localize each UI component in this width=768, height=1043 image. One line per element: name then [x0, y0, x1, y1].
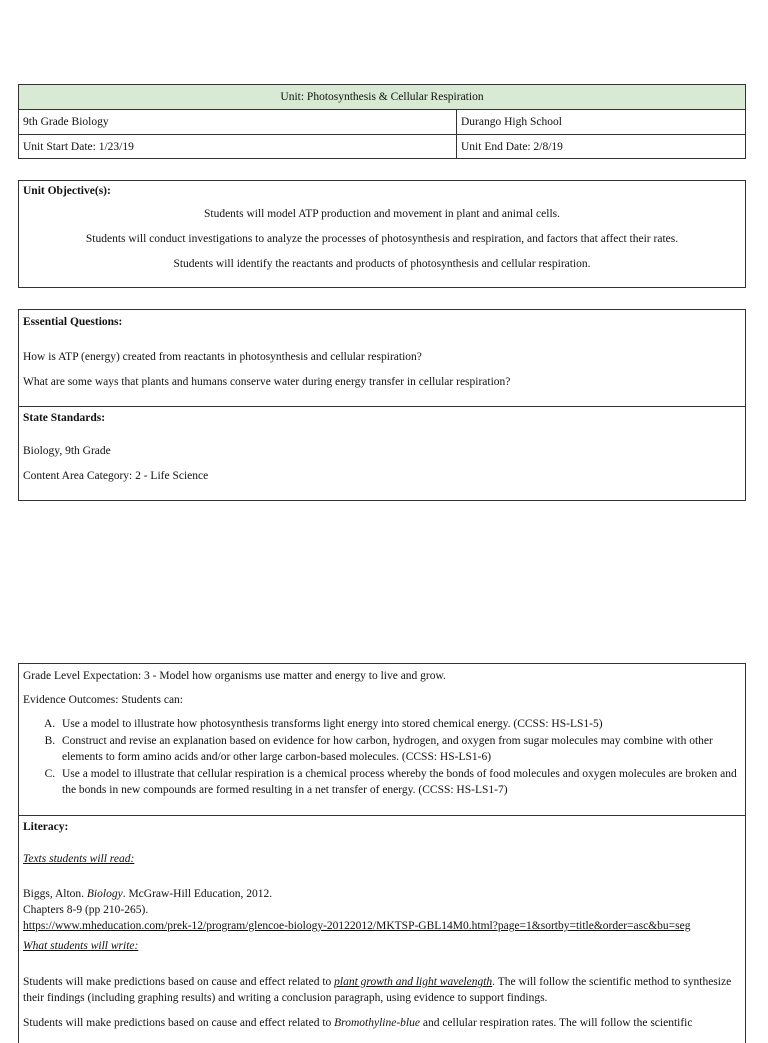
writing-task-text: Students will make predictions based on cause and effect related to — [23, 1017, 335, 1029]
writing-task-text: and cellular respiration rates. The will follow the scientific — [419, 1017, 693, 1029]
unit-start-date: Unit Start Date: 1/23/19 — [19, 135, 457, 159]
writing-task-topic: Bromothyline-blue — [334, 1017, 420, 1029]
school-name: Durango High School — [461, 116, 562, 128]
unit-header-table — [18, 84, 746, 159]
grade-level-expectation: Grade Level Expectation: 3 - Model how organisms use matter and energy to live and grow. — [23, 670, 446, 682]
text-citation — [23, 886, 737, 934]
course-row — [19, 110, 745, 135]
students-write-heading: What students will write: — [23, 940, 139, 952]
citation-title: Biology — [86, 888, 123, 900]
unit-objectives-box — [18, 180, 746, 288]
evidence-outcome-item: C. Use a model to illustrate that cellular respiration is a chemical process whereby the bonds of food molecules and oxygen molecules are broken and the bonds in new compounds are formed resulting in a net transfer of energy. (CCSS: HS-LS1-7) — [58, 766, 737, 799]
objective-item: Students will identify the reactants and products of photosynthesis and cellular respiration. — [173, 258, 591, 270]
citation-publisher: . McGraw-Hill Education, 2012. — [122, 888, 273, 900]
objective-item: Students will conduct investigations to analyze the processes of photosynthesis and respiration, and factors that affect their rates. — [85, 233, 679, 245]
course-name: 9th Grade Biology — [19, 110, 457, 134]
evidence-outcomes-list — [23, 716, 737, 799]
unit-title: Unit: Photosynthesis & Cellular Respiration — [280, 91, 484, 103]
writing-task-text: . The will follow the scientific method to synthesize their findings (including graphing results) and writing a conclusion paragraph, using evidence to support findings. — [23, 976, 732, 1004]
citation-chapters: Chapters 8-9 (pp 210-265). — [23, 904, 149, 916]
section-divider — [19, 815, 745, 816]
writing-task — [23, 974, 737, 1006]
section-divider — [19, 406, 745, 407]
literacy-label: Literacy: — [23, 821, 69, 833]
writing-task — [23, 1015, 737, 1031]
evidence-outcomes-label: Evidence Outcomes: Students can: — [23, 694, 184, 706]
textbook-link[interactable]: https://www.mheducation.com/prek-12/program/glencoe-biology-20122012/MKTSP-GBL14M0.html?page=1&sortby=title&order=asc&bu=seg — [23, 920, 691, 932]
evidence-outcome-item: B. Construct and revise an explanation based on evidence for how carbon, hydrogen, and oxygen from sugar molecules may combine with other elements to form amino acids and/or other large carbon-based molecules. (CCSS: HS-LS1-6) — [58, 733, 737, 766]
writing-task-text: Students will make predictions based on cause and effect related to — [23, 976, 335, 988]
state-standards-label: State Standards: — [23, 412, 106, 424]
dates-row — [19, 135, 745, 159]
objectives-label: Unit Objective(s): — [23, 185, 111, 197]
questions-standards-box — [18, 309, 746, 501]
standard-item: Biology, 9th Grade — [23, 445, 111, 457]
expectations-literacy-box — [18, 663, 746, 1043]
citation-author: Biggs, Alton. — [23, 888, 87, 900]
writing-task-topic: plant growth and light wavelength — [334, 976, 493, 988]
unit-title-row — [19, 85, 745, 110]
evidence-outcome-item: A. Use a model to illustrate how photosynthesis transforms light energy into stored chemical energy. (CCSS: HS-LS1-5) — [58, 716, 737, 733]
objective-item: Students will model ATP production and movement in plant and animal cells. — [203, 208, 561, 220]
unit-end-date: Unit End Date: 2/8/19 — [461, 141, 563, 153]
essential-question: How is ATP (energy) created from reactants in photosynthesis and cellular respiration? — [23, 351, 422, 363]
texts-read-heading: Texts students will read: — [23, 853, 135, 865]
essential-question: What are some ways that plants and humans conserve water during energy transfer in cellular respiration? — [23, 376, 511, 388]
essential-questions-label: Essential Questions: — [23, 316, 123, 328]
standard-item: Content Area Category: 2 - Life Science — [23, 470, 209, 482]
